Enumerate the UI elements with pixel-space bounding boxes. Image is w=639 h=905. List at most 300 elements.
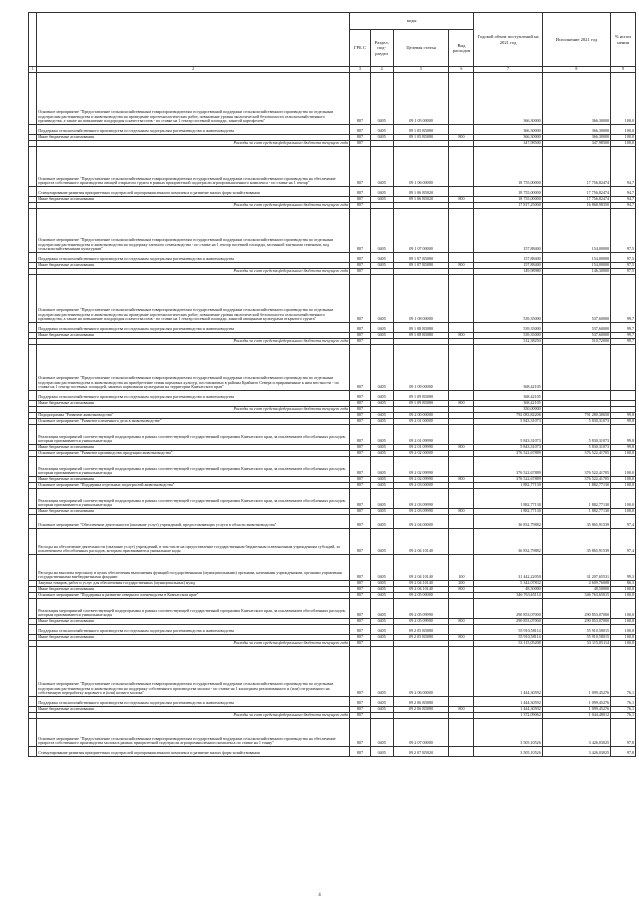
cell-exec: 376 522,41705 [542, 451, 610, 457]
cell-pct: 100,0 [611, 509, 636, 515]
cell-razdel: 0405 [370, 253, 393, 263]
cell-exec: 4 609,76008 [542, 581, 610, 587]
cell-razdel: 0405 [370, 147, 393, 187]
cell-grbs: 807 [350, 489, 371, 509]
cell-grbs: 807 [350, 345, 371, 391]
cell-plan: 1 444,30592 [474, 647, 542, 697]
cell-name: Расходы за счет средств федерального бюджета текущего года [37, 269, 350, 275]
cell-target: 09 2 02 00000 [393, 451, 449, 457]
cell-pct: 99,7 [611, 333, 636, 339]
cell-grbs: 807 [350, 203, 371, 209]
table-row [29, 209, 636, 253]
cell-vid [449, 697, 474, 707]
cell-plan: 149,98980 [474, 269, 542, 275]
cell-exec: 1 882,77130 [542, 509, 610, 515]
cell-pct: 100,0 [611, 135, 636, 141]
cell-vid [449, 425, 474, 445]
cell-vid: 800 [449, 263, 474, 269]
cell-razdel: 0405 [370, 593, 393, 599]
cell-name: Иные бюджетные ассигнования [37, 587, 350, 593]
cell-vid [449, 253, 474, 263]
cell-plan: 376 522,67889 [474, 457, 542, 477]
cell-plan: 36 832,79882 [474, 515, 542, 529]
header-pct: % испол нения [611, 13, 636, 67]
cell-exec: 17 756,82474 [542, 147, 610, 187]
cell-target: 09 2 06 R5080 [393, 707, 449, 713]
cell-target: 09 1 07 R5080 [393, 253, 449, 263]
cell-target: 09 1 07 R5080 [393, 263, 449, 269]
header-blank-name [37, 13, 350, 67]
cell-vid [449, 647, 474, 697]
cell-plan: 368,42105 [474, 391, 542, 401]
cell-name: Основное мероприятие "Предоставление сельскохозяйственным товаропроизводителям государственной поддержки сельскохозяйственного производства по отдельным подотраслям растениеводства и животноводства на поддержку собственного производства молока - по ставке на 1 килограмм реализованного и (или) отгруженного на собственную переработку коровьего и (или) козьего молока" [37, 647, 350, 697]
cell-name: Расходы за счет средств федерального бюджета текущего года [37, 713, 350, 719]
cell-name: Основное мероприятие "Предоставление сельскохозяйственным товаропроизводителям государственной поддержки сельскохозяйственного производства на обеспечение прироста собственного производства молока в рамках приоритетной подотрасли агропромышленного комплекса по ставке на 1 тонну" [37, 719, 350, 747]
cell-exec: 376 522,41705 [542, 477, 610, 483]
cell-name: Поддержка сельскохозяйственного производства по отдельным подотраслям растениеводства и животноводства [37, 253, 350, 263]
cell-plan: 350,00000 [474, 407, 542, 413]
cell-pct: 94,7 [611, 147, 636, 187]
cell-grbs: 807 [350, 275, 371, 323]
cell-razdel: 0405 [370, 451, 393, 457]
cell-grbs: 807 [350, 483, 371, 489]
header-exec: Исполнение 2021 год [542, 13, 610, 67]
header-codes: коды [350, 13, 474, 30]
cell-index [29, 625, 37, 635]
cell-grbs: 807 [350, 587, 371, 593]
cell-vid [449, 719, 474, 747]
table-row [29, 147, 636, 187]
cell-target: 09 2 04 10140 [393, 581, 449, 587]
cell-grbs: 807 [350, 413, 371, 419]
cell-name: Поддержка сельскохозяйственного производства по отдельным подотраслям растениеводства и животноводства [37, 625, 350, 635]
cell-grbs: 807 [350, 477, 371, 483]
cell-index [29, 457, 37, 477]
cell-plan: 376 522,67889 [474, 477, 542, 483]
cell-pct: 94,7 [611, 187, 636, 197]
cell-razdel: 0405 [370, 73, 393, 125]
cell-razdel: 0405 [370, 333, 393, 339]
cell-exec: 376 522,41705 [542, 457, 610, 477]
cell-vid [449, 147, 474, 187]
cell-grbs: 807 [350, 147, 371, 187]
cell-index [29, 391, 37, 401]
cell-name: Поддержка сельскохозяйственного производства по отдельным подотраслям растениеводства и животноводства [37, 697, 350, 707]
cell-exec: 48,50000 [542, 587, 610, 593]
cell-exec: 5 830,31073 [542, 425, 610, 445]
cell-exec: 154,00000 [542, 263, 610, 269]
cell-exec: 3 426,03025 [542, 747, 610, 757]
cell-grbs: 807 [350, 73, 371, 125]
table-row [29, 187, 636, 197]
cell-pct: 100,0 [611, 125, 636, 135]
cell-razdel: 0405 [370, 187, 393, 197]
cell-exec [542, 345, 610, 391]
cell-pct: 97,5 [611, 269, 636, 275]
cell-plan: 539,35000 [474, 275, 542, 323]
cell-pct: 99,8 [611, 419, 636, 425]
cell-name: Расходы за счет средств федерального бюджета текущего года [37, 641, 350, 647]
cell-name: Реализация мероприятий соответствующей подпрограммы в рамках соответствующей государственной программы Камчатского края, за исключением обособленных расходов, которым присваиваются уникальные коды [37, 457, 350, 477]
cell-pct: 100,0 [611, 625, 636, 635]
cell-vid [449, 529, 474, 555]
cell-plan: 366,30000 [474, 135, 542, 141]
cell-plan: 18 755,00000 [474, 147, 542, 187]
header-blank-num [29, 13, 37, 67]
cell-grbs: 807 [350, 451, 371, 457]
table-row [29, 425, 636, 445]
table-row [29, 323, 636, 333]
cell-plan: 1 444,30592 [474, 707, 542, 713]
cell-grbs: 807 [350, 263, 371, 269]
cell-name: Основное мероприятие "Поддержка отдельных подотраслей животноводства" [37, 483, 350, 489]
cell-target: 09 2 06 R5080 [393, 697, 449, 707]
cell-razdel: 0405 [370, 747, 393, 757]
cell-grbs: 807 [350, 647, 371, 697]
cell-name: Стимулирование развития приоритетных подотраслей агропромышленного комплекса и развитие малых форм хозяйствования [37, 187, 350, 197]
cell-vid: 800 [449, 135, 474, 141]
cell-grbs: 807 [350, 599, 371, 619]
cell-target: 09 2 02 09990 [393, 477, 449, 483]
cell-name: Поддержка сельскохозяйственного производства по отдельным подотраслям растениеводства и животноводства [37, 391, 350, 401]
budget-execution-table [28, 12, 636, 757]
cell-pct: 94,7 [611, 203, 636, 209]
cell-exec: 537,60000 [542, 333, 610, 339]
cell-grbs: 807 [350, 509, 371, 515]
cell-razdel: 0405 [370, 719, 393, 747]
cell-name: Иные бюджетные ассигнования [37, 509, 350, 515]
cell-name: Поддержка сельскохозяйственного производства по отдельным подотраслям растениеводства и животноводства [37, 125, 350, 135]
cell-pct: 76,1 [611, 707, 636, 713]
cell-vid: 800 [449, 197, 474, 203]
cell-target: 09 2 05 R5080 [393, 635, 449, 641]
col-num-3: 3 [350, 67, 371, 73]
cell-razdel: 0405 [370, 599, 393, 619]
cell-plan: 5 342,07832 [474, 581, 542, 587]
cell-razdel: 0405 [370, 581, 393, 587]
cell-razdel: 0405 [370, 697, 393, 707]
cell-plan: 3 505,10526 [474, 747, 542, 757]
cell-index [29, 747, 37, 757]
cell-razdel: 0405 [370, 587, 393, 593]
cell-plan: 36 832,79882 [474, 529, 542, 555]
table-row [29, 719, 636, 747]
cell-target: 09 2 07 00000 [393, 719, 449, 747]
table-row [29, 515, 636, 529]
cell-plan: 512,38250 [474, 339, 542, 345]
col-num-6: 6 [449, 67, 474, 73]
cell-target: 09 2 01 09990 [393, 445, 449, 451]
col-num-4: 4 [370, 67, 393, 73]
cell-plan: 792 083,82206 [474, 413, 542, 419]
cell-grbs: 807 [350, 209, 371, 253]
cell-grbs: 807 [350, 581, 371, 587]
cell-vid [449, 345, 474, 391]
cell-grbs: 807 [350, 697, 371, 707]
cell-target: 09 2 06 00000 [393, 647, 449, 697]
cell-target: 09 1 08 R5080 [393, 323, 449, 333]
cell-vid [449, 73, 474, 125]
cell-pct: 97,5 [611, 209, 636, 253]
cell-target: 09 1 06 00000 [393, 147, 449, 187]
cell-plan: 366,30000 [474, 125, 542, 135]
cell-grbs: 807 [350, 135, 371, 141]
cell-pct: 99,3 [611, 555, 636, 581]
cell-plan: 1 882,77130 [474, 483, 542, 489]
cell-index [29, 425, 37, 445]
cell-name: Иные бюджетные ассигнования [37, 635, 350, 641]
cell-razdel: 0405 [370, 457, 393, 477]
cell-plan: 31 442,22050 [474, 555, 542, 581]
cell-exec: 154,00000 [542, 253, 610, 263]
cell-pct: 97,8 [611, 747, 636, 757]
cell-pct: 99,8 [611, 425, 636, 445]
cell-razdel: 0405 [370, 209, 393, 253]
cell-index [29, 529, 37, 555]
cell-vid: 800 [449, 445, 474, 451]
cell-plan: 157,88400 [474, 263, 542, 269]
cell-index [29, 719, 37, 747]
cell-target: 09 2 03 09990 [393, 509, 449, 515]
cell-pct: 100,0 [611, 489, 636, 509]
cell-plan: 157,88400 [474, 209, 542, 253]
cell-grbs: 807 [350, 425, 371, 445]
col-num-1: 1 [29, 67, 37, 73]
cell-exec: 17 756,82474 [542, 187, 610, 197]
cell-razdel: 0405 [370, 483, 393, 489]
cell-index [29, 489, 37, 509]
cell-grbs: 807 [350, 339, 371, 345]
cell-razdel: 0405 [370, 275, 393, 323]
cell-exec: 537,60000 [542, 323, 610, 333]
cell-vid [449, 209, 474, 253]
table-row [29, 747, 636, 757]
header-plan: Годовой объем поступлений на 2021 год [474, 13, 542, 67]
cell-target: 09 2 03 09990 [393, 489, 449, 509]
cell-vid [449, 515, 474, 529]
cell-vid [449, 187, 474, 197]
cell-target: 09 2 05 09990 [393, 599, 449, 619]
cell-vid [449, 125, 474, 135]
cell-pct: 76,1 [611, 697, 636, 707]
cell-index [29, 253, 37, 263]
cell-index [29, 515, 37, 529]
table-row [29, 647, 636, 697]
cell-pct: 99,8 [611, 413, 636, 419]
cell-exec: 290 853,07000 [542, 619, 610, 625]
cell-grbs: 807 [350, 141, 371, 147]
cell-target: 09 1 08 00000 [393, 275, 449, 323]
cell-index [29, 345, 37, 391]
cell-exec: 1 099,45276 [542, 647, 610, 697]
cell-razdel: 0405 [370, 197, 393, 203]
cell-pct: 100,0 [611, 619, 636, 625]
table-row [29, 125, 636, 135]
cell-name: Закупка товаров, работ и услуг для обеспечения государственных (муниципальных) нужд [37, 581, 350, 587]
table-row [29, 555, 636, 581]
cell-target: 09 2 01 00000 [393, 419, 449, 425]
cell-razdel: 0405 [370, 125, 393, 135]
cell-name: Иные бюджетные ассигнования [37, 619, 350, 625]
cell-plan: 53 115,05208 [474, 641, 542, 647]
cell-index [29, 209, 37, 253]
cell-name: Иные бюджетные ассигнования [37, 197, 350, 203]
cell-index [29, 125, 37, 135]
cell-index [29, 187, 37, 197]
cell-index [29, 323, 37, 333]
cell-grbs: 807 [350, 707, 371, 713]
cell-target: 09 1 06 R5020 [393, 187, 449, 197]
cell-exec: 16 868,98350 [542, 203, 610, 209]
cell-name: Расходы за счет средств федерального бюджета текущего года [37, 407, 350, 413]
cell-exec: 55 910,58015 [542, 635, 610, 641]
cell-razdel: 0405 [370, 323, 393, 333]
cell-target: 09 2 00 00000 [393, 413, 449, 419]
cell-name: Основное мероприятие "Предоставление сельскохозяйственным товаропроизводителям государственной поддержки сельскохозяйственного производства по отдельным подотраслям растениеводства и животноводства на приобретение семян кормовых культур, поставляемых в районы Крайнего Севера и приравненные к ним местности - по ставке на 1 гектар посевных площадей, занятых кормовыми культурами на территории Камчатского края" [37, 345, 350, 391]
cell-razdel: 0405 [370, 635, 393, 641]
cell-plan: 18 755,00000 [474, 197, 542, 203]
cell-razdel: 0405 [370, 345, 393, 391]
table-row [29, 529, 636, 555]
cell-name: Реализация мероприятий соответствующей подпрограммы в рамках соответствующей государственной программы Камчатского края, за исключением обособленных расходов, которым присваиваются уникальные коды [37, 425, 350, 445]
cell-target: 09 2 05 R5080 [393, 625, 449, 635]
table-row [29, 391, 636, 401]
cell-exec: 1 099,45276 [542, 707, 610, 713]
cell-razdel: 0405 [370, 135, 393, 141]
cell-name: Основное мероприятие "Поддержка и развитие северного оленеводства в Камчатском крае" [37, 593, 350, 599]
cell-name: Стимулирование развития приоритетных подотраслей агропромышленного комплекса и развитие малых форм хозяйствования [37, 747, 350, 757]
cell-vid [449, 391, 474, 401]
cell-exec: 290 853,07000 [542, 599, 610, 619]
cell-vid: 100 [449, 555, 474, 581]
cell-razdel: 0405 [370, 555, 393, 581]
cell-plan: 1 882,77130 [474, 489, 542, 509]
cell-pct: 100,0 [611, 593, 636, 599]
cell-razdel: 0405 [370, 707, 393, 713]
cell-pct: 94,7 [611, 197, 636, 203]
cell-grbs: 807 [350, 125, 371, 135]
cell-pct: 99,7 [611, 339, 636, 345]
cell-razdel: 0405 [370, 625, 393, 635]
cell-name: Иные бюджетные ассигнования [37, 445, 350, 451]
cell-index [29, 73, 37, 125]
cell-vid: 800 [449, 619, 474, 625]
cell-name: Иные бюджетные ассигнования [37, 707, 350, 713]
cell-target: 09 1 09 R5080 [393, 401, 449, 407]
cell-name: Расходы на обеспечение деятельности (оказание услуг) учреждений, в том числе на предоставление государственным бюджетным и автономным учреждениям субсидий, за исключением обособленных расходов, которым присваиваются уникальные коды [37, 529, 350, 555]
cell-plan: 1 882,77130 [474, 509, 542, 515]
cell-name: Основное мероприятие "Обеспечение деятельности (оказание услуг) учреждений, предоставляющих услуги в области животноводства" [37, 515, 350, 529]
cell-exec: 35 865,91539 [542, 529, 610, 555]
cell-plan: 290 853,07000 [474, 619, 542, 625]
cell-target: 09 1 09 00000 [393, 345, 449, 391]
cell-exec: 1 099,45276 [542, 697, 610, 707]
cell-razdel: 0405 [370, 413, 393, 419]
cell-target: 09 1 05 R5080 [393, 135, 449, 141]
col-num-5: 5 [393, 67, 449, 73]
cell-plan: 5 843,31073 [474, 445, 542, 451]
cell-vid: 800 [449, 477, 474, 483]
cell-plan: 55 910,58114 [474, 635, 542, 641]
cell-exec: 366,30000 [542, 135, 610, 141]
cell-razdel: 0405 [370, 391, 393, 401]
cell-razdel: 0405 [370, 419, 393, 425]
cell-razdel: 0405 [370, 647, 393, 697]
cell-plan: 18 755,00000 [474, 187, 542, 197]
cell-target: 09 2 04 00000 [393, 515, 449, 529]
cell-grbs: 807 [350, 555, 371, 581]
cell-pct: 100,0 [611, 451, 636, 457]
cell-exec: 1 882,77130 [542, 489, 610, 509]
header-razdel: Раздел, под-раздел [370, 30, 393, 67]
cell-grbs: 807 [350, 401, 371, 407]
cell-exec: 146,30000 [542, 269, 610, 275]
header-vid: Вид расходов [449, 30, 474, 67]
cell-index [29, 275, 37, 323]
cell-name: Расходы за счет средств федерального бюджета текущего года [37, 339, 350, 345]
cell-pct: 97,5 [611, 263, 636, 269]
cell-plan: 3 505,10526 [474, 719, 542, 747]
cell-grbs: 807 [350, 187, 371, 197]
col-num-8: 8 [542, 67, 610, 73]
cell-name: Расходы за счет средств федерального бюджета текущего года [37, 141, 350, 147]
cell-target: 09 2 07 R5020 [393, 747, 449, 757]
cell-exec [542, 391, 610, 401]
cell-target: 09 1 06 R5020 [393, 197, 449, 203]
cell-plan: 1 444,30592 [474, 697, 542, 707]
cell-vid [449, 747, 474, 757]
cell-pct: 100,0 [611, 641, 636, 647]
cell-name: Основное мероприятие "Развитие племенного дела в животноводстве" [37, 419, 350, 425]
cell-vid [449, 625, 474, 635]
cell-pct: 100,0 [611, 457, 636, 477]
cell-target: 09 1 05 00000 [393, 73, 449, 125]
cell-index [29, 147, 37, 187]
cell-grbs: 807 [350, 593, 371, 599]
cell-razdel: 0405 [370, 509, 393, 515]
cell-exec: 31 207,65531 [542, 555, 610, 581]
table-row [29, 345, 636, 391]
cell-target: 09 2 03 00000 [393, 483, 449, 489]
cell-exec: 17 756,82474 [542, 197, 610, 203]
cell-plan: 346 763,65114 [474, 593, 542, 599]
cell-name: Иные бюджетные ассигнования [37, 401, 350, 407]
cell-razdel: 0405 [370, 445, 393, 451]
table-row [29, 697, 636, 707]
cell-plan: 48,50000 [474, 587, 542, 593]
header-target: Целевая статья [393, 30, 449, 67]
cell-name: Реализация мероприятий соответствующей подпрограммы в рамках соответствующей государственной программы Камчатского края, за исключением обособленных расходов, которым присваиваются уникальные коды [37, 599, 350, 619]
cell-target: 09 1 09 R5080 [393, 391, 449, 401]
cell-plan: 1 372,09062 [474, 713, 542, 719]
cell-pct: 97,4 [611, 515, 636, 529]
cell-target: 09 2 04 10140 [393, 529, 449, 555]
cell-exec: 1 044,48012 [542, 713, 610, 719]
cell-grbs: 807 [350, 641, 371, 647]
cell-grbs: 807 [350, 619, 371, 625]
cell-exec: 1 882,77130 [542, 483, 610, 489]
cell-plan: 157,88400 [474, 253, 542, 263]
cell-grbs: 807 [350, 635, 371, 641]
cell-grbs: 807 [350, 719, 371, 747]
cell-razdel: 0405 [370, 401, 393, 407]
cell-target: 09 2 05 09990 [393, 619, 449, 625]
cell-razdel: 0405 [370, 477, 393, 483]
cell-grbs: 807 [350, 333, 371, 339]
cell-target: 09 2 04 10140 [393, 555, 449, 581]
cell-grbs: 807 [350, 419, 371, 425]
cell-exec: 5 830,31073 [542, 445, 610, 451]
